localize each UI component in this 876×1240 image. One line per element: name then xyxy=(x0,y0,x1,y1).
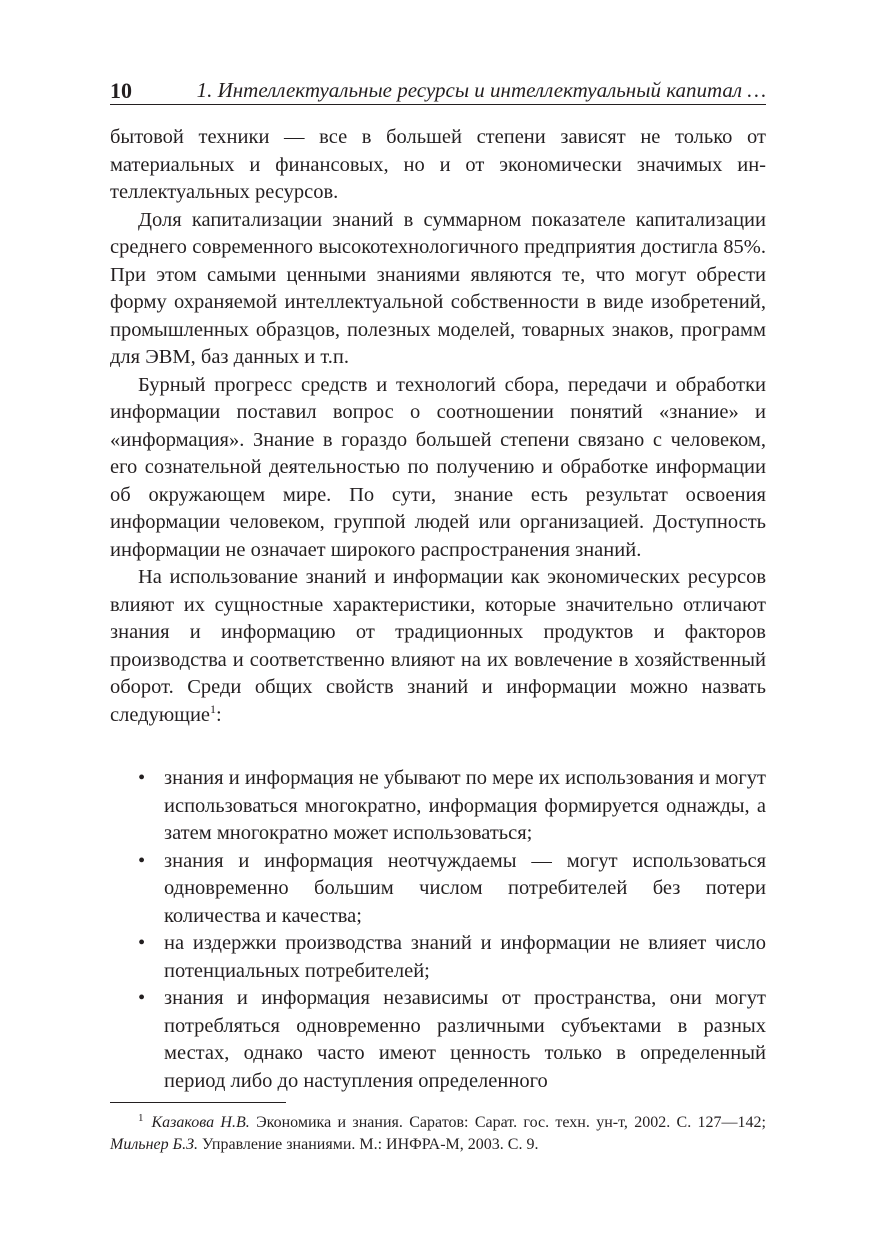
footnote-reference[interactable]: 1 xyxy=(210,701,217,716)
list-item xyxy=(110,930,766,985)
paragraph-text: На использование знаний и информации как экономических ресурсов влияют их сущностные характеристики, которые значительно отличают знания и информацию от традиционных продуктов и факторов производства и соответственно влияют на их вовлечение в хозяйственный оборот. Среди общих свойств знаний и информации можно назвать следующие xyxy=(110,566,766,726)
footnote-rule xyxy=(110,1102,286,1103)
paragraph: Бурный прогресс средств и технологий сбора, передачи и обработки информации поставил вопрос о соотношении понятий «знание» и «информация». Знание в гораздо большей степени связано с человеком, его сознательной деятельностью по получению и обработке информации об окружающем мире. По сути, знание есть результат освоения информации человеком, группой людей или организацией. Доступность информации не означает широкого распространения знаний. xyxy=(110,373,766,561)
footnote-text: Управление знаниями. М.: ИНФРА-М, 2003. С. 9. xyxy=(197,1136,539,1153)
footnote-author: Казакова Н.В. xyxy=(151,1114,250,1131)
footnote xyxy=(110,1112,766,1156)
list-intro-colon: : xyxy=(216,703,222,726)
list-item xyxy=(110,985,766,1095)
paragraph: Доля капитализации знаний в суммарном показателе капитализации среднего современного высокотехнологичного предприятия достигла 85%. При этом самыми ценными знаниями являются те, что могут обрести форму охраняемой интеллектуальной собственности в виде изобретений, промышленных образцов, полезных моделей, товарных знаков, программ для ЭВМ, баз данных и т.п. xyxy=(110,208,766,368)
list-item xyxy=(110,848,766,931)
list-item xyxy=(110,765,766,848)
bullet-icon: • xyxy=(138,987,146,1009)
page-number: 10 xyxy=(110,78,132,103)
list-item-text: знания и информация не убывают по мере их использования и могут использоваться многократно, информация формируется однажды, а затем многократно может использоваться; xyxy=(164,767,766,844)
paragraph-list-intro xyxy=(110,564,766,729)
chapter-title: 1. Интеллектуальные ресурсы и интеллектуальный капитал … xyxy=(196,78,766,102)
list-item-text: знания и информация независимы от пространства, они могут потребляться одновременно различными субъектами в разных местах, однако часто имеют ценность только в определенный период либо до наступления определенного xyxy=(164,987,766,1092)
footnote-text: Экономика и знания. Саратов: Сарат. гос. техн. ун-т, 2002. С. 127—142; xyxy=(249,1114,767,1131)
bullet-icon: • xyxy=(138,932,146,954)
footnote-number: 1 xyxy=(138,1111,144,1124)
header-rule xyxy=(110,104,766,105)
list-item-text: знания и информация неотчуждаемы — могут использоваться одновременно большим числом потребителей без потери количества и качества; xyxy=(164,849,766,927)
bullet-icon: • xyxy=(138,767,146,789)
running-head xyxy=(110,74,766,104)
properties-list xyxy=(110,765,766,1095)
paragraph: бытовой техники — все в большей степени зависят не только от материальных и финансовых, но и от экономически значимых интеллектуальных ресурсов. xyxy=(110,126,766,203)
bullet-icon: • xyxy=(138,849,146,872)
list-item-text: на издержки производства знаний и информации не влияет число потенциальных потребителей; xyxy=(164,932,766,982)
footnote-author: Мильнер Б.З. xyxy=(110,1136,198,1153)
book-page xyxy=(110,0,766,1240)
body-text xyxy=(110,124,766,1095)
